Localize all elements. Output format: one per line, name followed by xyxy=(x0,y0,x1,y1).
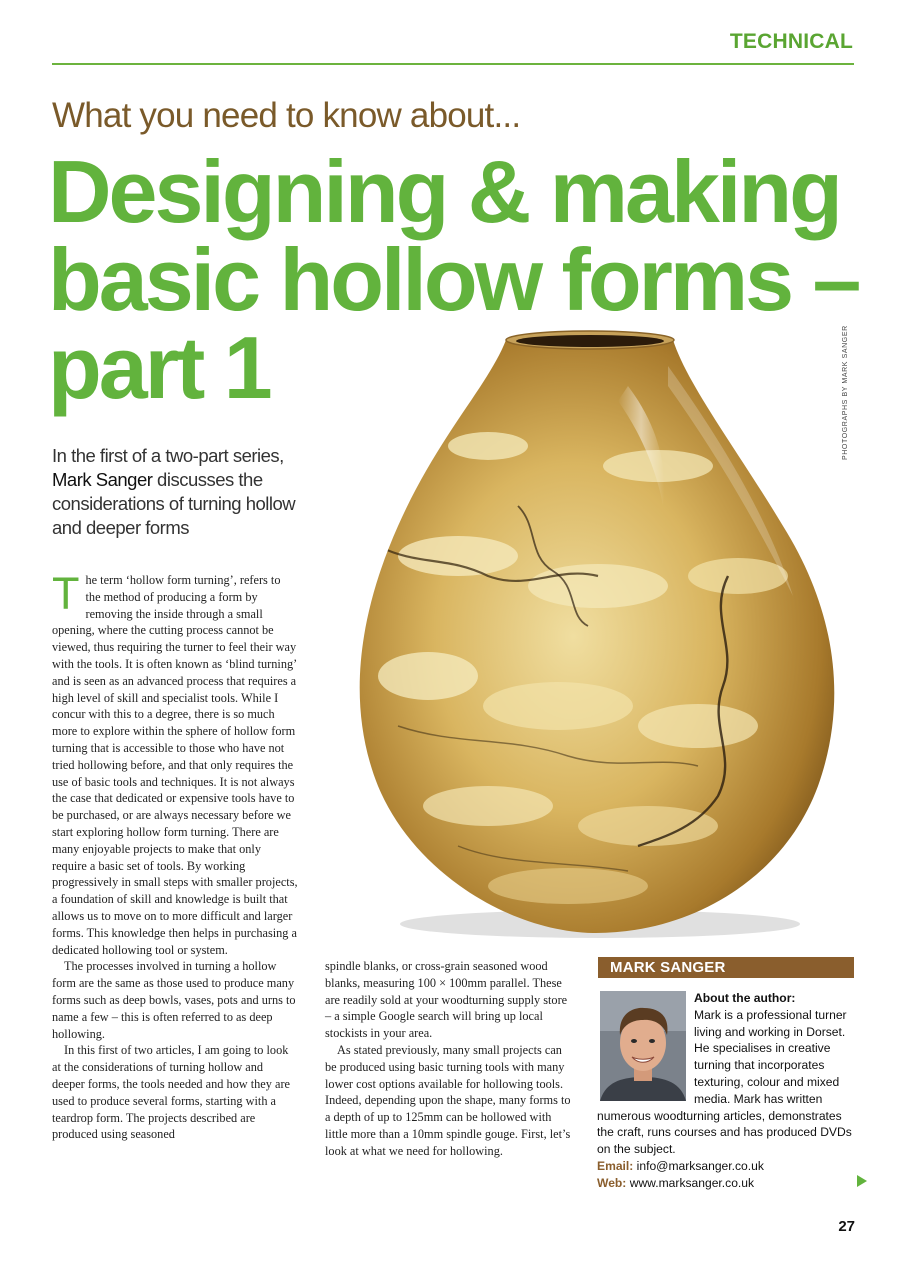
body-paragraph-2: The processes involved in turning a hollow form are the same as those used to produce many forms such as deep bowls, vases, pots and urns to name a few – this is often referred to as deep hollowing. xyxy=(52,959,296,1041)
headline-line-2: basic hollow forms – xyxy=(48,230,859,329)
continue-arrow-icon xyxy=(857,1175,867,1187)
web-label: Web: xyxy=(597,1175,627,1190)
standfirst-author: Mark Sanger xyxy=(52,469,153,490)
bio-heading: MARK SANGER xyxy=(598,957,854,978)
vase-body xyxy=(360,340,835,933)
standfirst-intro: In the first of a two-part series, xyxy=(52,445,284,466)
body-column-2 xyxy=(325,958,573,1160)
section-label: TECHNICAL xyxy=(729,30,853,53)
body-paragraph-3: In this first of two articles, I am going to look at the considerations of turning hollow and deeper forms, the tools needed and how they are used to produce several forms, starting with a teardrop form. The projects described are produced using seasoned xyxy=(52,1043,290,1142)
body-paragraph-5: As stated previously, many small projects can be produced using basic turning tools with many lower cost options available for hollowing tools. Indeed, depending upon the shape, many forms to a depth of up to 125mm can be hollowed with little more than a 10mm spindle gouge. First, let’s look at what we need for hollowing. xyxy=(325,1042,571,1158)
vase-illustration xyxy=(338,326,838,941)
bio-about-label: About the author: xyxy=(694,991,796,1005)
bio-text xyxy=(597,990,857,1192)
headline xyxy=(48,142,868,417)
headline-line-1: Designing & making xyxy=(48,142,840,241)
drop-cap: T xyxy=(52,568,80,619)
author-email-link[interactable]: info@marksanger.co.uk xyxy=(636,1158,764,1173)
hollow-form-vase-photo xyxy=(338,326,838,941)
photo-spacer xyxy=(597,990,694,1106)
body-column-1 xyxy=(52,568,298,1143)
page-number: 27 xyxy=(838,1218,855,1235)
kicker: What you need to know about... xyxy=(52,96,521,135)
headline-line-3: part 1 xyxy=(48,318,270,417)
body-paragraph-1-text: he term ‘hollow form turning’, refers to the method of producing a form by removing the inside through a small opening, where the cutting process cannot be viewed, thus requiring the turner to feel their way with the tools. It is often known as ‘blind turning’ and is seen as an advanced process that requires a high level of skill and specialist tools. While I concur with this to a degree, there is so much more to explore within the sphere of hollow form turning that is accessible to those who have not tried hollowing before, and that only requires the use of basic tools and techniques. It is not always the case that dedicated or expensive tools have to be purchased, or are always necessary before we start exploring hollow form turning. There are many enjoyable projects to make that only require a basic set of tools. By working progressively in small steps with smaller projects, a foundation of skill and knowledge is built that allows us to move on to more difficult and larger forms. This knowledge then helps in purchasing a dedicated hollowing tool or system. xyxy=(52,573,298,957)
standfirst-description: discusses the considerations of turning hollow and deeper forms xyxy=(52,469,296,538)
header-rule xyxy=(52,63,854,65)
photo-credit: PHOTOGRAPHS BY MARK SANGER xyxy=(842,325,849,460)
author-web-link[interactable]: www.marksanger.co.uk xyxy=(629,1175,755,1190)
standfirst xyxy=(52,444,314,540)
body-paragraph-1 xyxy=(52,568,298,958)
body-paragraph-4: spindle blanks, or cross-grain seasoned wood blanks, measuring 100 × 100mm parallel. These are readily sold at your woodturning supply store – a simple Google search will bring up local stockists in your area. xyxy=(325,959,568,1041)
email-label: Email: xyxy=(597,1158,634,1173)
bio-description: Mark is a professional turner living and working in Dorset. He specialises in creative turning that incorporates texturing, colour and mixed media. Mark has written numerous woodturning articles, demonstrates the craft, runs courses and has produced DVDs on the subject. xyxy=(597,1007,852,1157)
